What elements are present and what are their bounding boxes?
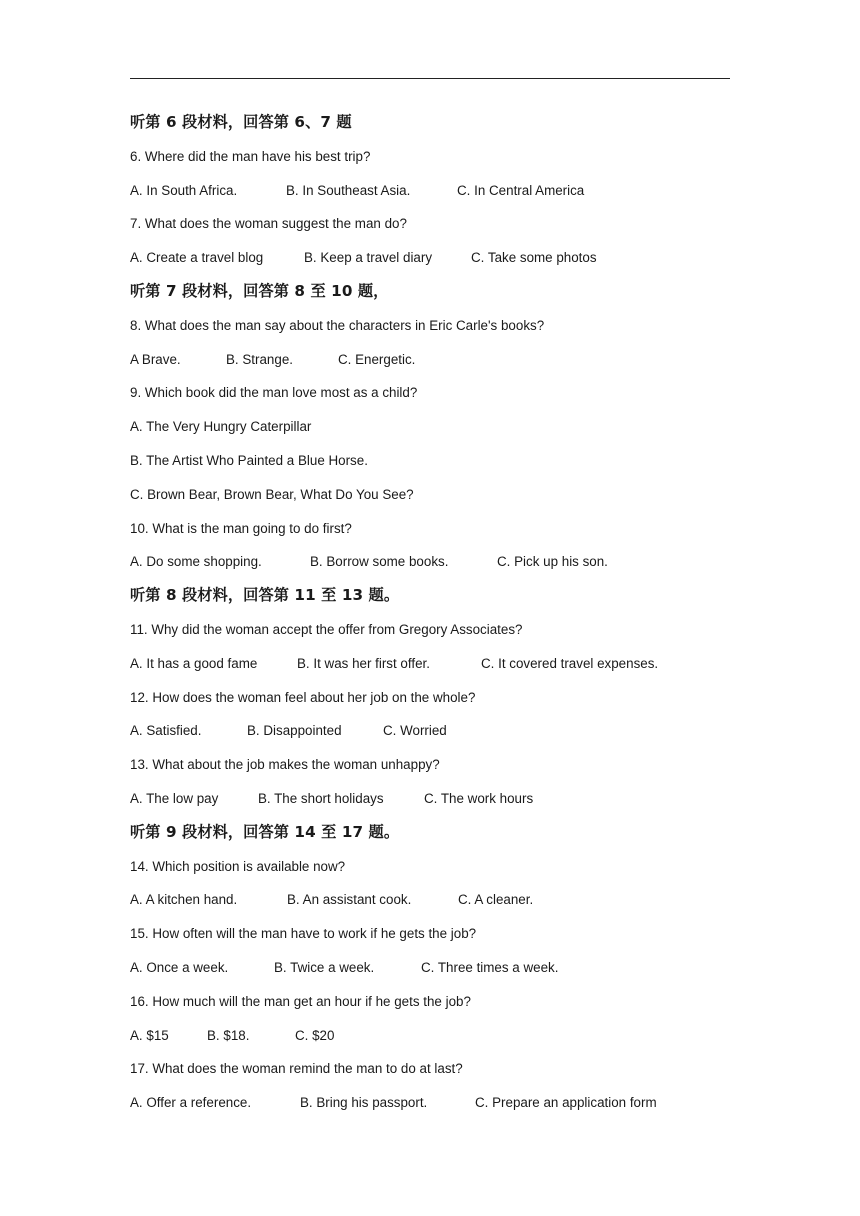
option-b: B. Borrow some books. (310, 554, 449, 570)
option-a: A. It has a good fame (130, 655, 258, 671)
option-b: B. The Artist Who Painted a Blue Horse. (130, 452, 368, 468)
option-c: C. A cleaner. (458, 892, 534, 908)
options-row (130, 782, 750, 816)
option-b: B. Bring his passport. (300, 1095, 428, 1111)
option-b: B. Keep a travel diary (304, 250, 433, 266)
options-row (130, 714, 750, 748)
options-row (130, 647, 750, 681)
option-c: C. Energetic. (338, 351, 416, 367)
question: 6. Where did the man have his best trip? (130, 148, 371, 164)
question: 15. How often will the man have to work if he gets the job? (130, 926, 477, 942)
option-b: B. $18. (207, 1027, 250, 1043)
section-heading: 听第 7 段材料，回答第 8 至 10 题， (130, 281, 389, 300)
question: 12. How does the woman feel about her job on the whole? (130, 689, 476, 705)
options-row (130, 951, 750, 985)
question: 17. What does the woman remind the man to do at last? (130, 1061, 463, 1077)
option-c: C. Take some photos (471, 250, 597, 266)
option-b: B. Disappointed (247, 723, 342, 739)
options-row (130, 545, 750, 579)
option-c: C. Worried (383, 723, 447, 739)
option-c: C. In Central America (457, 182, 585, 198)
options-row (130, 174, 750, 208)
option-a: A. The low pay (130, 790, 219, 806)
option-a: A. The Very Hungry Caterpillar (130, 419, 312, 435)
question: 10. What is the man going to do first? (130, 520, 352, 536)
question: 11. Why did the woman accept the offer from Gregory Associates? (130, 621, 523, 637)
option-b: B. Strange. (226, 351, 293, 367)
option-b: B. The short holidays (258, 790, 384, 806)
option-c: C. The work hours (424, 790, 534, 806)
options-row (130, 1086, 750, 1120)
options-row (130, 883, 750, 917)
option-b: B. Twice a week. (274, 959, 375, 975)
question: 7. What does the woman suggest the man do? (130, 216, 407, 232)
option-c: C. Brown Bear, Brown Bear, What Do You See? (130, 486, 414, 502)
option-a: A. In South Africa. (130, 182, 238, 198)
option-a: A. Create a travel blog (130, 250, 264, 266)
question: 14. Which position is available now? (130, 858, 346, 874)
option-c: C. $20 (295, 1027, 335, 1043)
option-c: C. Three times a week. (421, 959, 559, 975)
section-heading: 听第 6 段材料，回答第 6、7 题 (130, 113, 352, 131)
section-heading: 听第 8 段材料，回答第 11 至 13 题。 (130, 586, 400, 605)
option-c: C. It covered travel expenses. (481, 655, 659, 671)
option-a: A. Once a week. (130, 959, 229, 975)
options-row (130, 343, 750, 377)
question: 9. Which book did the man love most as a child? (130, 385, 418, 401)
option-c: C. Prepare an application form (475, 1095, 657, 1111)
option-b: B. An assistant cook. (287, 892, 412, 908)
question: 16. How much will the man get an hour if he gets the job? (130, 993, 471, 1009)
option-a: A. A kitchen hand. (130, 892, 238, 908)
option-a: A. $15 (130, 1027, 169, 1043)
options-row (130, 241, 750, 275)
section-heading: 听第 9 段材料，回答第 14 至 17 题。 (130, 822, 400, 841)
option-a: A. Offer a reference. (130, 1095, 252, 1111)
option-a: A. Satisfied. (130, 723, 202, 739)
option-b: B. It was her first offer. (297, 655, 430, 671)
option-a: A. Do some shopping. (130, 554, 262, 570)
header-rule (130, 78, 730, 79)
option-b: B. In Southeast Asia. (286, 182, 411, 198)
question: 13. What about the job makes the woman unhappy? (130, 757, 440, 773)
options-row (130, 1019, 750, 1053)
option-c: C. Pick up his son. (497, 554, 608, 570)
option-a: A Brave. (130, 351, 181, 367)
question: 8. What does the man say about the characters in Eric Carle's books? (130, 317, 545, 333)
document-body (130, 106, 750, 1120)
